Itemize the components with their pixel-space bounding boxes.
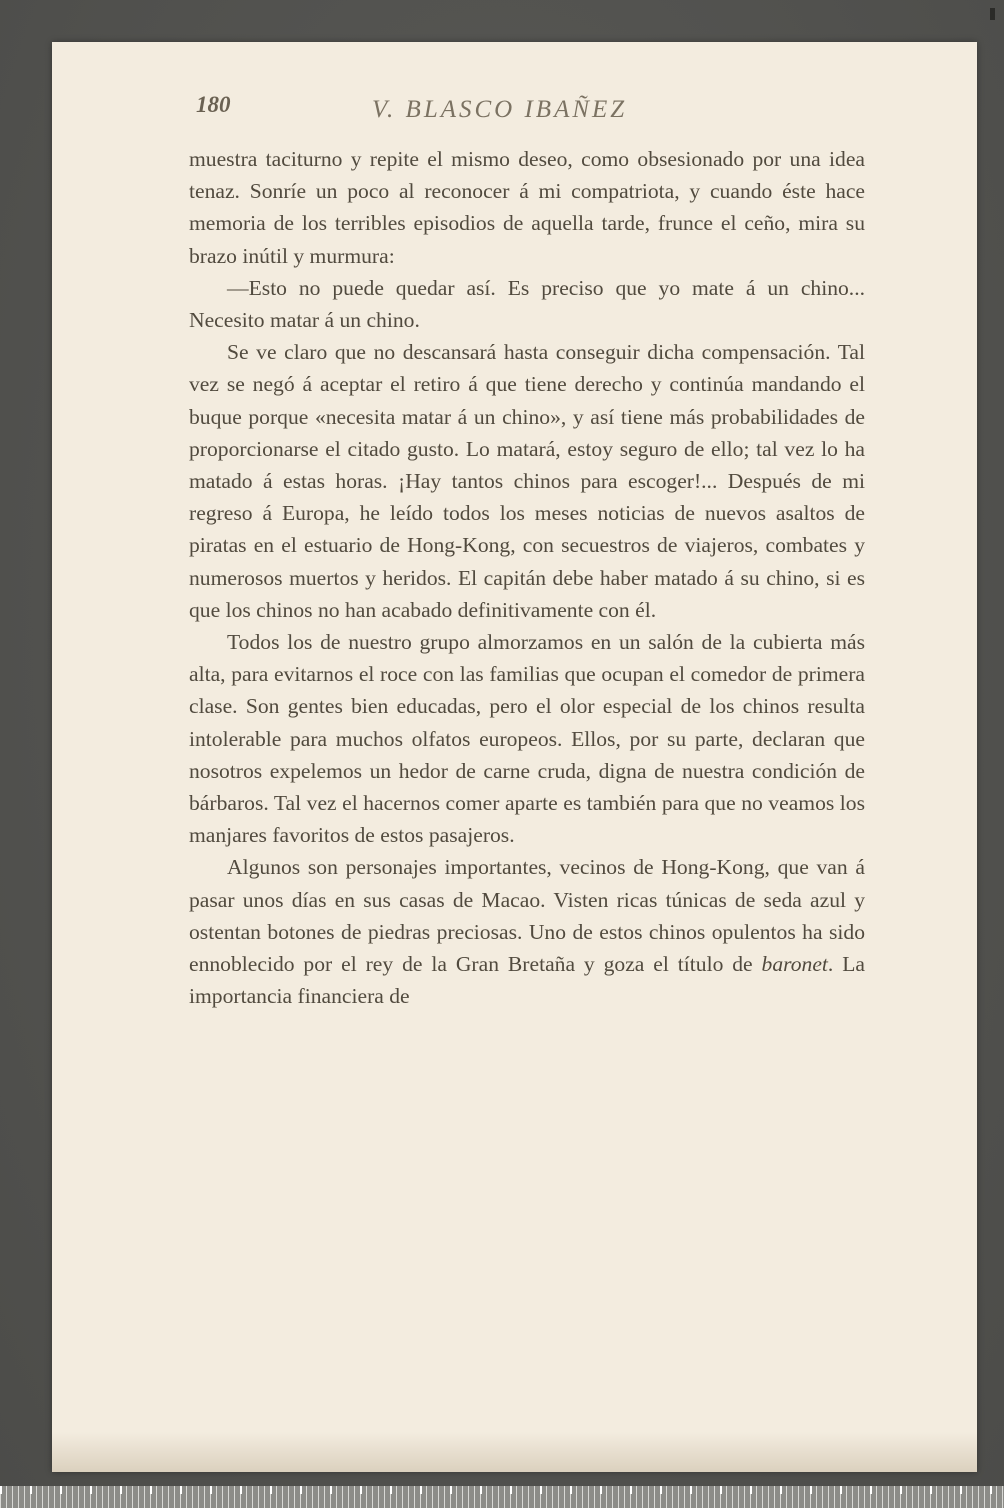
scan-ruler: [0, 1486, 1004, 1508]
paragraph-5: [189, 851, 865, 1012]
book-page: [52, 42, 977, 1472]
paragraph-1: muestra taciturno y repite el mismo deseo, como obsesionado por una idea tenaz. Sonríe un poco al reconocer á mi compatriota, y cuando éste hace memoria de los terribles episodios de aquella tarde, frunce el ceño, mira su brazo inútil y murmura:: [189, 147, 865, 268]
page-number: 180: [196, 92, 231, 117]
paragraph-4: Todos los de nuestro grupo almorzamos en un salón de la cubierta más alta, para evitarnos el roce con las familias que ocupan el comedor de primera clase. Son gentes bien educadas, pero el olor especial de los chinos resulta intolerable para muchos olfatos europeos. Ellos, por su parte, declaran que nosotros expelemos un hedor de carne cruda, digna de nuestra condición de bárbaros. Tal vez el hacernos comer aparte es también para que no veamos los manjares favoritos de estos pasajeros.: [189, 630, 865, 848]
paragraph-3: Se ve claro que no descansará hasta conseguir dicha compensación. Tal vez se negó á aceptar el retiro á que tiene derecho y continúa mandando el buque porque «necesita matar á un chino», y así tiene más probabilidades de proporcionarse el citado gusto. Lo matará, estoy seguro de ello; tal vez lo ha matado á estas horas. ¡Hay tantos chinos para escoger!... Después de mi regreso á Europa, he leído todos los meses noticias de nuevos asaltos de piratas en el estuario de Hong-Kong, con secuestros de viajeros, combates y numerosos muertos y heridos. El capitán debe haber matado á su chino, si es que los chinos no han acabado definitivamente con él.: [189, 340, 865, 622]
scan-mark-top-right: [990, 8, 995, 20]
body-text: [189, 143, 865, 1012]
running-head: V. BLASCO IBAÑEZ: [372, 96, 628, 123]
page-header: [196, 92, 876, 132]
paragraph-5-text-a: Algunos son personajes importantes, vecinos de Hong-Kong, que van á pasar unos días en sus casas de Macao. Visten ricas túnicas de seda azul y ostentan botones de piedras preciosas. Uno de estos chinos opulentos ha sido ennoblecido por el rey de la Gran Bretaña y goza el título de: [189, 855, 865, 977]
paragraph-5-text-b: . La importancia financiera de: [189, 952, 865, 1009]
italic-word: baronet: [761, 952, 828, 977]
paragraph-2: —Esto no puede quedar así. Es preciso que yo mate á un chino... Necesito matar á un chino.: [189, 275, 865, 333]
